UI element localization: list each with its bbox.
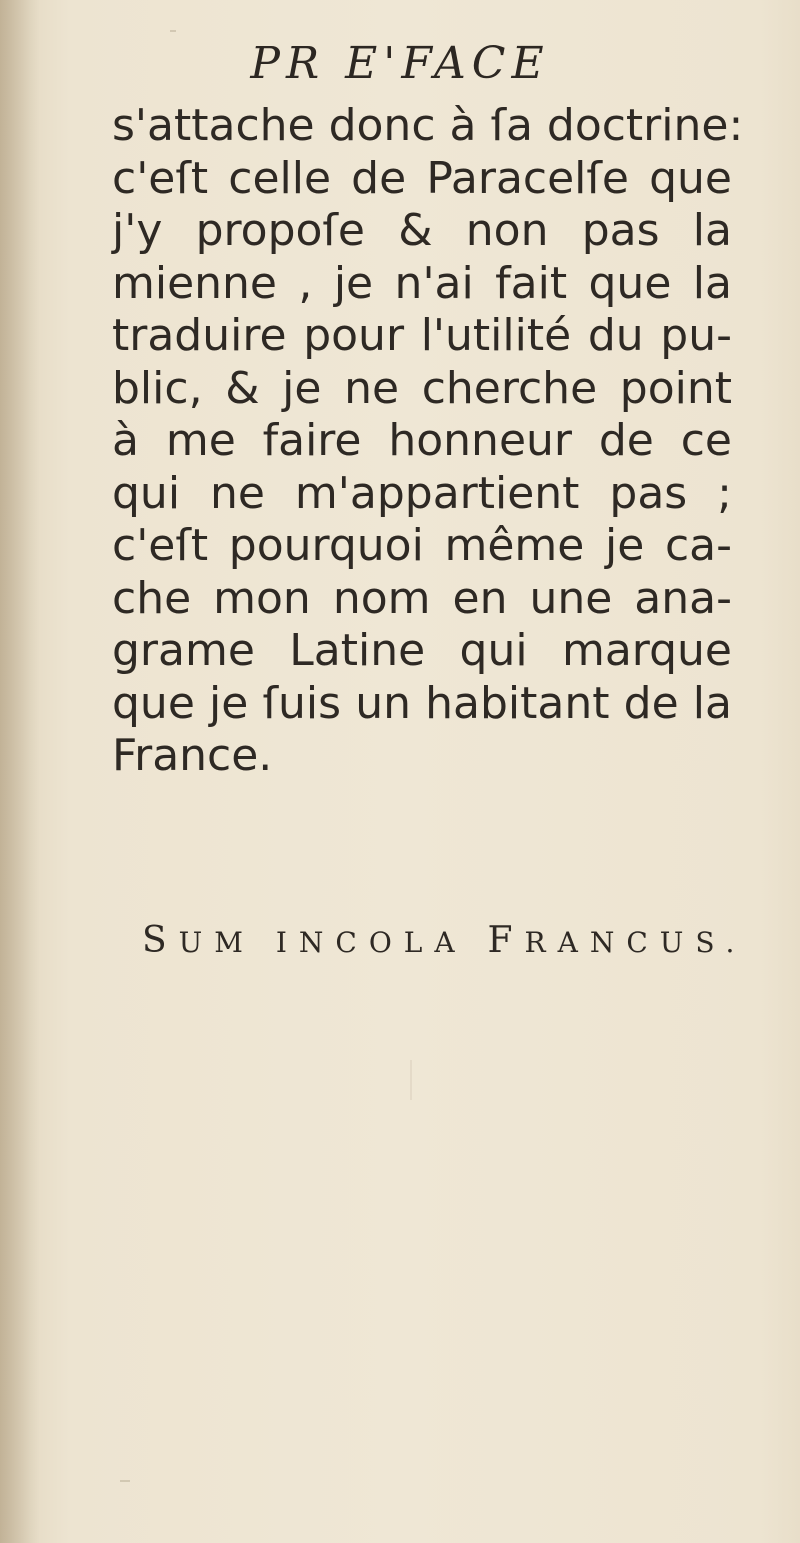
- paper-fleck: [170, 30, 176, 32]
- text-line: qui ne m'appartient pas ;: [112, 467, 732, 519]
- anagram-signature: [142, 920, 762, 961]
- signature-word: RANCUS.: [524, 926, 747, 959]
- text-line: s'attache donc à ſa doctrine:: [112, 100, 744, 151]
- signature-word: INCOLA: [275, 926, 467, 959]
- running-head: PR E'FACE: [250, 38, 550, 89]
- body-text: [112, 100, 744, 783]
- signature-initial: F: [487, 920, 525, 961]
- signature-word: UM: [178, 926, 255, 959]
- text-line: c'eſt pourquoi même je ca-: [112, 520, 732, 571]
- text-line: blic, & je ne cherche point: [112, 362, 732, 414]
- text-line: France.: [112, 730, 273, 781]
- text-line: grame Latine qui marque: [112, 625, 732, 676]
- paper-fleck: [120, 1480, 130, 1482]
- text-line: traduire pour l'utilité du pu-: [112, 310, 732, 361]
- text-line: à me faire honneur de ce: [112, 415, 732, 466]
- signature-initial: S: [142, 920, 179, 961]
- text-line: che mon nom en une ana-: [112, 572, 732, 624]
- text-line: j'y propoſe & non pas la: [112, 205, 732, 256]
- binding-shadow: [0, 0, 40, 1543]
- text-line: c'eſt celle de Paracelſe que: [112, 152, 732, 204]
- text-line: mienne , je n'ai fait que la: [112, 257, 732, 309]
- text-line: que je ſuis un habitant de la: [112, 677, 732, 729]
- paper-fleck: [410, 1060, 412, 1100]
